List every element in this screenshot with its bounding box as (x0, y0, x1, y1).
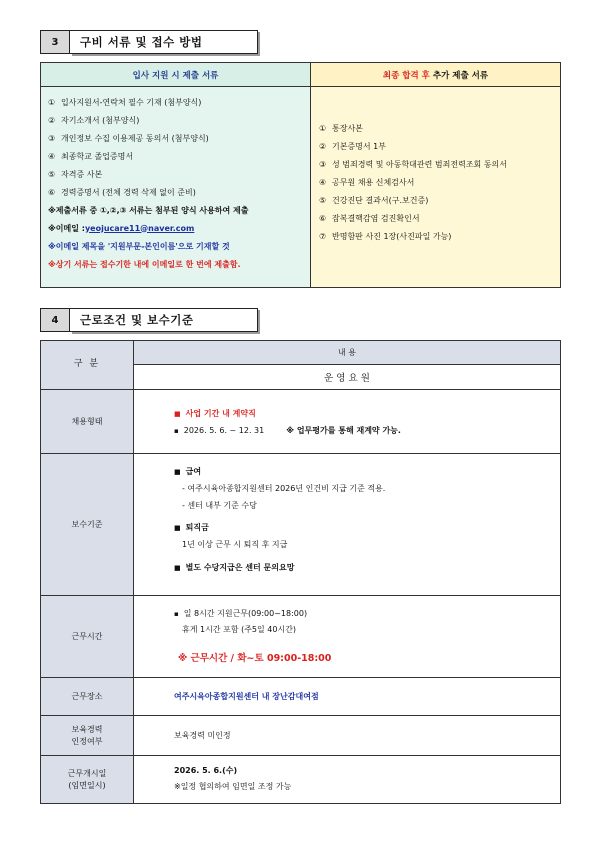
severance-title: ■ 퇴직금 (174, 523, 209, 532)
position-title: 운 영 요 원 (324, 373, 370, 384)
start-date-value: 2026. 5. 6.(수) (174, 766, 238, 775)
working-hours-row (41, 595, 560, 677)
working-hours-highlight: ※ 근무시간 / 화~토 09:00-18:00 (178, 653, 332, 664)
daily-hours: ▪ 일 8시간 지원근무(09:00~18:00) (174, 609, 308, 618)
list-item: ② 자기소개서 (첨부양식) (48, 115, 140, 125)
category-column-header: 구 분 (41, 341, 134, 389)
section-3-title: 구비 서류 및 접수 방법 (70, 30, 258, 54)
email-note: ※이메일 : yeojucare11@naver.com (48, 223, 195, 233)
section-3-number: 3 (40, 30, 70, 54)
contract-type: ■ 사업 기간 내 계약직 (174, 409, 256, 418)
content-column-header: 내 용 (134, 341, 560, 365)
final-documents-header: 최종 합격 후 추가 제출 서류 (311, 63, 560, 86)
list-item: ⑥ 잠복결핵감염 검진확인서 (319, 213, 420, 223)
start-date-row (41, 755, 560, 803)
career-recognition-value: 보육경력 미인정 (174, 731, 231, 740)
work-place-label: 근무장소 (41, 678, 134, 715)
salary-detail: - 여주시육아종합지원센터 2026년 인건비 지급 기준 적용. (182, 484, 386, 493)
employment-type-label: 채용형태 (41, 390, 134, 453)
break-hours: 휴게 1시간 포함 (주5일 40시간) (182, 625, 297, 634)
section-4-title: 근로조건 및 보수기준 (70, 308, 258, 332)
application-documents-header: 입사 지원 시 제출 서류 (41, 63, 311, 86)
list-item: ① 통장사본 (319, 123, 363, 133)
list-item: ④ 공무원 채용 신체검사서 (319, 177, 415, 187)
contract-period: ▪ 2026. 5. 6. ~ 12. 31 ※ 업무평가를 통해 재계약 가능. (174, 426, 401, 435)
start-date-label: 근무개시일 (임면일시) (41, 756, 134, 803)
start-date-note: ※일정 협의하여 임면일 조정 가능 (174, 782, 292, 791)
pay-standard-label: 보수기준 (41, 454, 134, 595)
section-4-header (40, 308, 258, 332)
documents-table (40, 62, 561, 288)
list-item: ⑤ 자격증 사본 (48, 169, 103, 179)
application-documents-list (41, 87, 311, 287)
salary-detail: - 센터 내부 기준 수당 (182, 501, 257, 510)
email-link[interactable]: yeojucare11@naver.com (84, 223, 195, 233)
list-item: ③ 개인정보 수집 이용제공 동의서 (첨부양식) (48, 133, 209, 143)
list-item: ② 기본증명서 1부 (319, 141, 387, 151)
section-4-number: 4 (40, 308, 70, 332)
working-hours-label: 근무시간 (41, 596, 134, 677)
working-conditions-table (40, 340, 561, 804)
final-documents-list (311, 87, 560, 287)
salary-title: ■ 급여 (174, 467, 202, 476)
email-subject-note: ※이메일 제목을 '지원부문-본인이름'으로 기재할 것 (48, 241, 230, 251)
list-item: ① 입사지원서-연락처 필수 기재 (첨부양식) (48, 97, 202, 107)
list-item: ⑤ 건강진단 결과서(구.보건증) (319, 195, 429, 205)
section-3-header (40, 30, 258, 54)
extra-allowance-note: ■ 별도 수당지급은 센터 문의요망 (174, 563, 295, 572)
career-recognition-row (41, 715, 560, 755)
list-item: ⑦ 반명함판 사진 1장(사진파일 가능) (319, 231, 452, 241)
work-place-row (41, 677, 560, 715)
pay-standard-row (41, 453, 560, 595)
list-item: ④ 최종학교 졸업증명서 (48, 151, 134, 161)
template-note: ※제출서류 중 ①,②,③ 서류는 첨부된 양식 사용하여 제출 (48, 205, 249, 215)
employment-type-row (41, 389, 560, 453)
work-place-value: 여주시육아종합지원센터 내 장난감대여점 (174, 692, 319, 701)
career-recognition-label: 보육경력 인정여부 (41, 716, 134, 755)
list-item: ③ 성 범죄경력 및 아동학대관련 범죄전력조회 동의서 (319, 159, 508, 169)
list-item: ⑥ 경력증명서 (전체 경력 삭제 없이 준비) (48, 187, 196, 197)
severance-detail: 1년 이상 근무 시 퇴직 후 지급 (182, 540, 288, 549)
submission-deadline-note: ※상기 서류는 접수기한 내에 이메일로 한 번에 제출함. (48, 259, 241, 269)
